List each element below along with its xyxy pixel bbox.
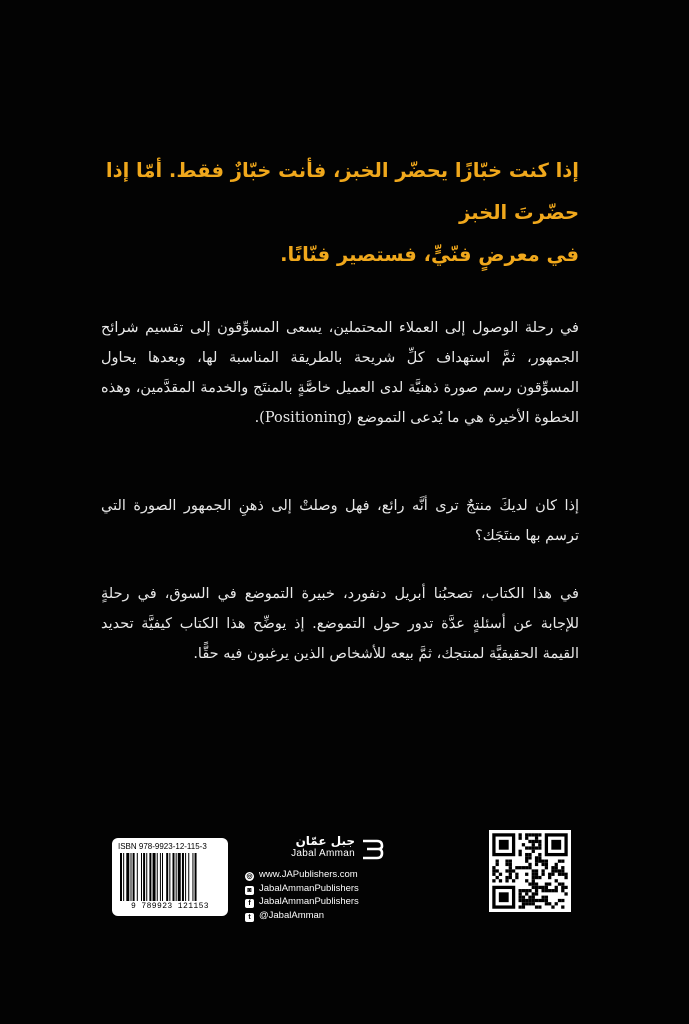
publisher-logo bbox=[245, 834, 405, 864]
contact-list bbox=[245, 868, 359, 922]
twitter-icon: t bbox=[245, 913, 254, 922]
globe-icon: ◎ bbox=[246, 873, 253, 880]
paragraph-book-summary bbox=[101, 579, 579, 669]
contact-text: @JabalAmman bbox=[259, 909, 325, 921]
isbn-label: ISBN 978-9923-12-115-3 bbox=[118, 842, 207, 851]
contact-text: JabalAmmanPublishers bbox=[259, 882, 359, 894]
contact-item[interactable] bbox=[245, 909, 359, 922]
contact-item[interactable] bbox=[245, 868, 359, 881]
paragraph-text: في هذا الكتاب، تصحبُنا أبريل دنفورد، خبيرة التموضع في السوق، في رحلةٍ للإجابة عن أسئلةٍ عدَّة تدور حول التموضع. إذ يوضِّح هذا الكتاب كيفيَّة تحديد القيمة الحقيقيَّة لمنتجك، ثمَّ بيعه للأشخاص الذين يرغبون فيه حقًّا. bbox=[101, 586, 579, 662]
publisher-name-ar: جبل عمّان bbox=[295, 834, 355, 848]
facebook-icon: f bbox=[245, 899, 254, 908]
isbn-digits: 9 789923 121153 bbox=[130, 902, 209, 911]
paragraph-text: في رحلة الوصول إلى العملاء المحتملين، يسعى المسوِّقون إلى تقسيم شرائح الجمهور، ثمَّ استهداف كلِّ شريحة بالطريقة المناسبة لها، وبعدها يحاول المسوِّقون رسم صورة ذهنيَّة لدى العميل خاصَّةٍ بالمنتَج والخدمة المقدَّمين، وهذه الخطوة الأخيرة هي ما يُدعى التموضع (Positioning). bbox=[101, 320, 579, 426]
instagram-icon: ◙ bbox=[245, 886, 254, 895]
pull-quote bbox=[79, 150, 579, 276]
contact-text: www.JAPublishers.com bbox=[259, 869, 358, 880]
barcode-bars bbox=[120, 853, 220, 901]
paragraph-positioning-intro bbox=[101, 313, 579, 433]
publisher-logo-icon bbox=[359, 836, 385, 862]
quote-line-2: في معرضٍ فنّيٍّ، فستصير فنّانًا. bbox=[280, 243, 579, 266]
contact-text: JabalAmmanPublishers bbox=[259, 896, 359, 907]
publisher-block bbox=[245, 834, 405, 924]
qr-code bbox=[489, 830, 571, 912]
paragraph-question bbox=[101, 491, 579, 551]
publisher-name-en: Jabal Amman bbox=[291, 848, 355, 859]
contact-item[interactable] bbox=[245, 895, 359, 908]
contact-item[interactable] bbox=[245, 882, 359, 895]
paragraph-text: إذا كان لديكَ منتجٌ ترى أنَّه رائع، فهل وصلتْ إلى ذهنِ الجمهور الصورة التي ترسم بها منتَجَك؟ bbox=[101, 498, 579, 544]
isbn-barcode bbox=[112, 838, 228, 916]
quote-line-1: إذا كنت خبّازًا يحضّر الخبز، فأنت خبّازٌ فقط. أمّا إذا حضّرتَ الخبز bbox=[105, 159, 579, 224]
